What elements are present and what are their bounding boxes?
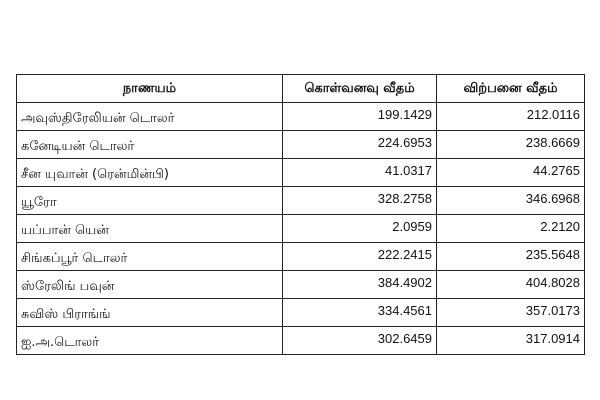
table-row [17, 271, 585, 299]
currency-name: அவுஸ்திரேலியன் டொலர் [17, 103, 283, 131]
selling-rate: 235.5648 [437, 243, 585, 271]
currency-name: சுவிஸ் பிராங்ங் [17, 299, 283, 327]
selling-rate: 404.8028 [437, 271, 585, 299]
table-row [17, 159, 585, 187]
buying-rate: 41.0317 [283, 159, 437, 187]
table-header-row [17, 75, 585, 103]
table-row [17, 131, 585, 159]
selling-rate: 212.0116 [437, 103, 585, 131]
buying-rate: 328.2758 [283, 187, 437, 215]
selling-rate: 317.0914 [437, 327, 585, 355]
column-header-selling-rate: விற்பனை வீதம் [437, 75, 585, 103]
currency-name: யூரோ [17, 187, 283, 215]
buying-rate: 384.4902 [283, 271, 437, 299]
currency-name: யப்பான் யென் [17, 215, 283, 243]
buying-rate: 302.6459 [283, 327, 437, 355]
selling-rate: 2.2120 [437, 215, 585, 243]
selling-rate: 346.6968 [437, 187, 585, 215]
selling-rate: 238.6669 [437, 131, 585, 159]
buying-rate: 334.4561 [283, 299, 437, 327]
exchange-rate-table [16, 74, 585, 355]
buying-rate: 199.1429 [283, 103, 437, 131]
column-header-currency: நாணயம் [17, 75, 283, 103]
selling-rate: 357.0173 [437, 299, 585, 327]
buying-rate: 222.2415 [283, 243, 437, 271]
table-row [17, 327, 585, 355]
currency-name: ஸ்ரேலிங் பவுன் [17, 271, 283, 299]
currency-name: சிங்கப்பூர் டொலர் [17, 243, 283, 271]
selling-rate: 44.2765 [437, 159, 585, 187]
column-header-buying-rate: கொள்வனவு வீதம் [283, 75, 437, 103]
table-row [17, 103, 585, 131]
table-row [17, 243, 585, 271]
buying-rate: 224.6953 [283, 131, 437, 159]
table-row [17, 187, 585, 215]
table-row [17, 299, 585, 327]
currency-name: கனேடியன் டொலர் [17, 131, 283, 159]
buying-rate: 2.0959 [283, 215, 437, 243]
currency-name: சீன யுவான் (ரென்மின்பி) [17, 159, 283, 187]
table-row [17, 215, 585, 243]
currency-name: ஐ.அ.டொலர் [17, 327, 283, 355]
